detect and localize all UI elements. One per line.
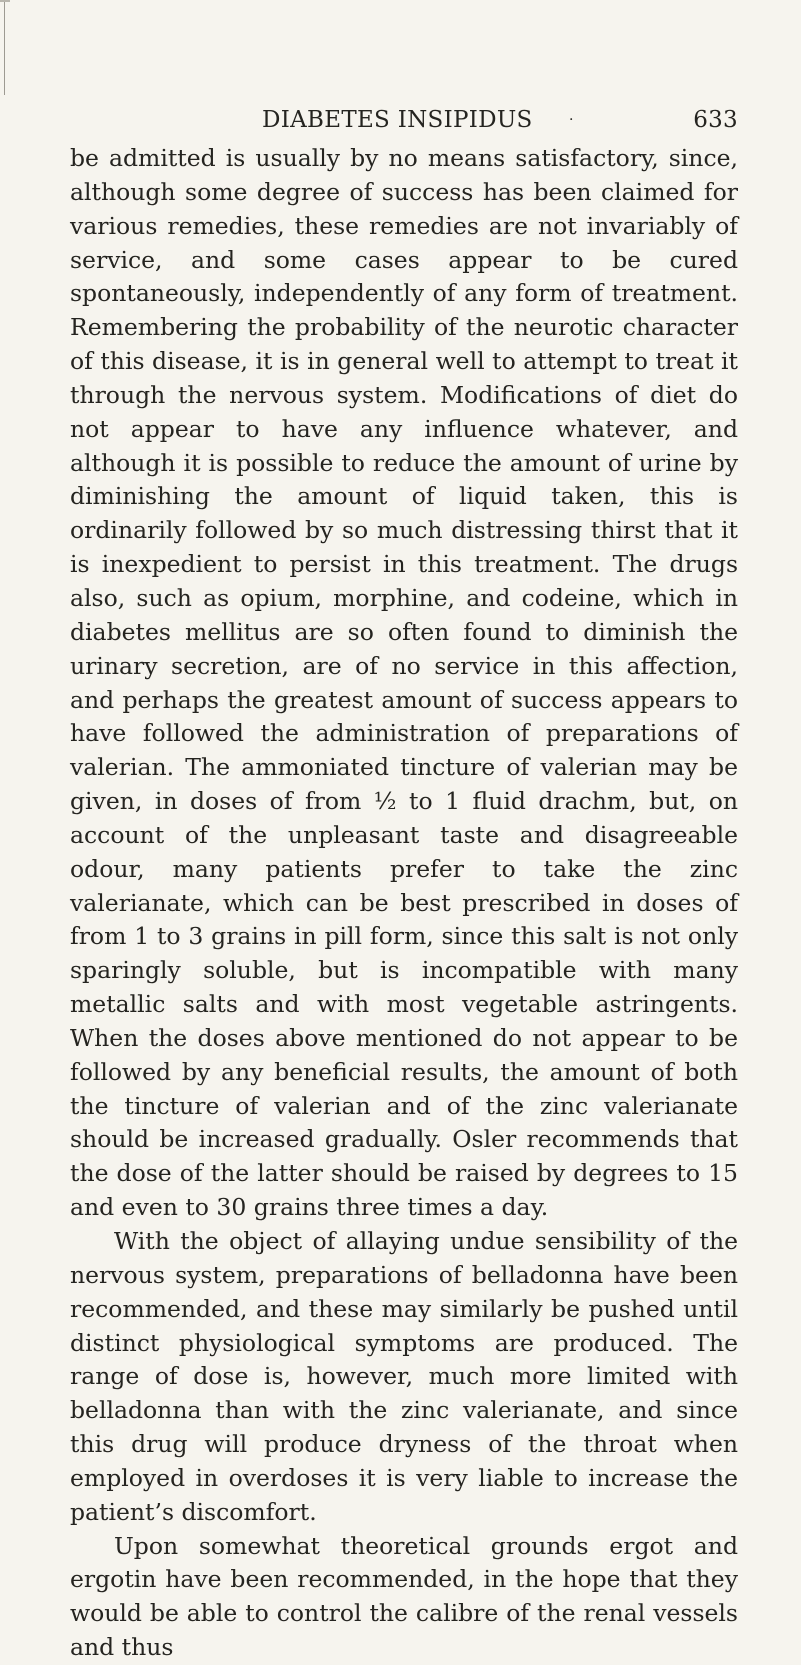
paragraph-ergot: Upon somewhat theoretical grounds ergot and ergotin have been recommended, in the hope that they would be able to control the calibre of the renal vessels and thus bbox=[70, 1531, 738, 1662]
paragraph-belladonna: With the object of allaying undue sensibility of the nervous system, preparations of belladonna have been recommended, and these may similarly be pushed until distinct physiological symptoms are produced. The range of dose is, however, much more limited with belladonna than with the zinc valerianate, and since this drug will produce dryness of the throat when employed in overdoses it is very liable to increase the patient’s discomfort. bbox=[70, 1227, 738, 1526]
page-number: 633 bbox=[693, 107, 738, 133]
running-header bbox=[70, 104, 738, 136]
page-edge bbox=[0, 0, 5, 95]
header-separator: · bbox=[569, 112, 574, 128]
running-title: DIABETES INSIPIDUS bbox=[262, 107, 533, 133]
page-edge-mark bbox=[0, 0, 10, 2]
body-text bbox=[70, 142, 738, 1665]
paragraph-continued: be admitted is usually by no means satisfactory, since, although some degree of success has been claimed for various remedies, these remedies are not invariably of service, and some cases appear to be cured spontaneously, independently of any form of treatment. Remembering the probability of the neurotic character of this disease, it is in general well to attempt to treat it through the nervous system. Modifications of diet do not appear to have any influence whatever, and although it is possible to reduce the amount of urine by diminishing the amount of liquid taken, this is ordinarily followed by so much distressing thirst that it is inexpedient to persist in this treatment. The drugs also, such as opium, morphine, and codeine, which in diabetes mellitus are so often found to diminish the urinary secretion, are of no service in this affection, and perhaps the greatest amount of success appears to have followed the administration of preparations of valerian. The ammoniated tincture of valerian may be given, in doses of from ½ to 1 fluid drachm, but, on account of the unpleasant taste and disagreeable odour, many patients prefer to take the zinc valerianate, which can be best prescribed in doses of from 1 to 3 grains in pill form, since this salt is not only sparingly soluble, but is incompatible with many metallic salts and with most vegetable astringents. When the doses above mentioned do not appear to be followed by any beneficial results, the amount of both the tincture of valerian and of the zinc valerianate should be increased gradually. Osler recommends that the dose of the latter should be raised by degrees to 15 and even to 30 grains three times a day. bbox=[70, 144, 738, 1222]
